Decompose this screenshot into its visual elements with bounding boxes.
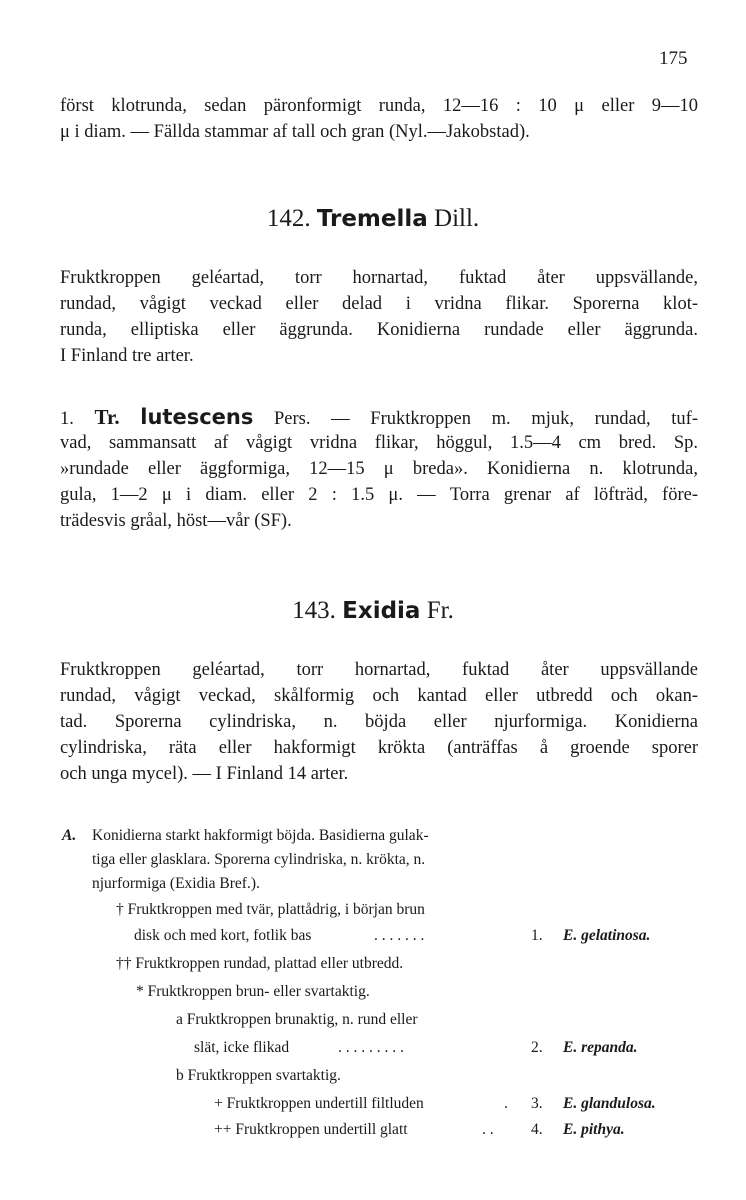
genus-name: Exidia	[342, 598, 421, 624]
exidia-description-line: och unga mycel). — I Finland 14 arter.	[60, 764, 349, 784]
species-text: Pers. — Fruktkroppen m. mjuk, rundad, tuf-	[274, 409, 699, 429]
genus-name: Tremella	[316, 206, 428, 232]
key-line: slät, icke flikad	[194, 1039, 290, 1056]
intro-line-2: μ i diam. — Fällda stammar af tall och gran (Nyl.—Jakobstad).	[60, 122, 530, 142]
key-entry-species: E. glandulosa.	[563, 1095, 656, 1112]
leader-dots: . . . . . . . . .	[338, 1039, 404, 1056]
leader-dots: .	[504, 1095, 508, 1112]
genus-author: Fr.	[426, 597, 454, 624]
tremella-description-line: rundad, vågigt veckad eller delad i vridna flikar. Sporerna klot-	[60, 294, 698, 314]
genus-number: 142.	[266, 205, 311, 232]
page-number: 175	[659, 48, 688, 69]
tremella-description-line: Fruktkroppen geléartad, torr hornartad, fuktad åter uppsvällande,	[60, 268, 698, 288]
tremella-description-line: I Finland tre arter.	[60, 346, 194, 366]
exidia-description-line: tad. Sporerna cylindriska, n. böjda eller njurformiga. Konidierna	[60, 712, 698, 732]
genus-heading-tremella	[0, 204, 746, 234]
key-line: Konidierna starkt hakformigt böjda. Basidierna gulak-	[92, 827, 429, 844]
exidia-description-line: cylindriska, räta eller hakformigt krökta (anträffas å groende sporer	[60, 738, 698, 758]
genus-author: Dill.	[434, 205, 480, 232]
species-line: gula, 1—2 μ i diam. eller 2 : 1.5 μ. — Torra grenar af löfträd, före-	[60, 485, 698, 505]
leader-dots: . . . . . . .	[374, 927, 425, 944]
species-epithet: lutescens	[140, 405, 254, 429]
key-line: ++ Fruktkroppen undertill glatt	[214, 1121, 408, 1138]
species-entry-lutescens	[60, 405, 698, 431]
key-entry-species: E. pithya.	[563, 1121, 625, 1138]
species-number: 1.	[60, 409, 74, 429]
key-entry-number: 4.	[531, 1121, 543, 1138]
genus-number: 143.	[292, 597, 336, 624]
key-line: b Fruktkroppen svartaktig.	[176, 1067, 341, 1084]
key-section-label: A.	[62, 827, 77, 844]
key-entry-number: 1.	[531, 927, 543, 944]
key-line: + Fruktkroppen undertill filtluden	[214, 1095, 424, 1112]
key-line: disk och med kort, fotlik bas	[134, 927, 312, 944]
genus-heading-exidia	[0, 596, 746, 626]
key-entry-species: E. repanda.	[563, 1039, 638, 1056]
species-line: vad, sammansatt af vågigt vridna flikar, höggul, 1.5—4 cm bred. Sp.	[60, 433, 698, 453]
key-entry-number: 2.	[531, 1039, 543, 1056]
key-line: tiga eller glasklara. Sporerna cylindriska, n. krökta, n.	[92, 851, 426, 868]
key-entry-number: 3.	[531, 1095, 543, 1112]
key-line: njurformiga (Exidia Bref.).	[92, 875, 260, 892]
leader-dots: . .	[482, 1121, 494, 1138]
species-line: »rundade eller äggformiga, 12—15 μ breda». Konidierna n. klotrunda,	[60, 459, 698, 479]
exidia-description-line: rundad, vågigt veckad, skålformig och kantad eller utbredd och okan-	[60, 686, 698, 706]
key-line: † Fruktkroppen med tvär, plattådrig, i början brun	[116, 901, 425, 918]
exidia-description-line: Fruktkroppen geléartad, torr hornartad, fuktad åter uppsvällande	[60, 660, 698, 680]
key-line: * Fruktkroppen brun- eller svartaktig.	[136, 983, 370, 1000]
intro-line-1: först klotrunda, sedan päronformigt runda, 12—16 : 10 μ eller 9—10	[60, 96, 698, 116]
species-abbr: Tr.	[94, 405, 120, 429]
key-entry-species: E. gelatinosa.	[563, 927, 651, 944]
key-line: †† Fruktkroppen rundad, plattad eller utbredd.	[116, 955, 404, 972]
species-line: trädesvis gråal, höst—vår (SF).	[60, 511, 292, 531]
tremella-description-line: runda, elliptiska eller äggrunda. Konidierna rundade eller äggrunda.	[60, 320, 698, 340]
key-line: a Fruktkroppen brunaktig, n. rund eller	[176, 1011, 418, 1028]
